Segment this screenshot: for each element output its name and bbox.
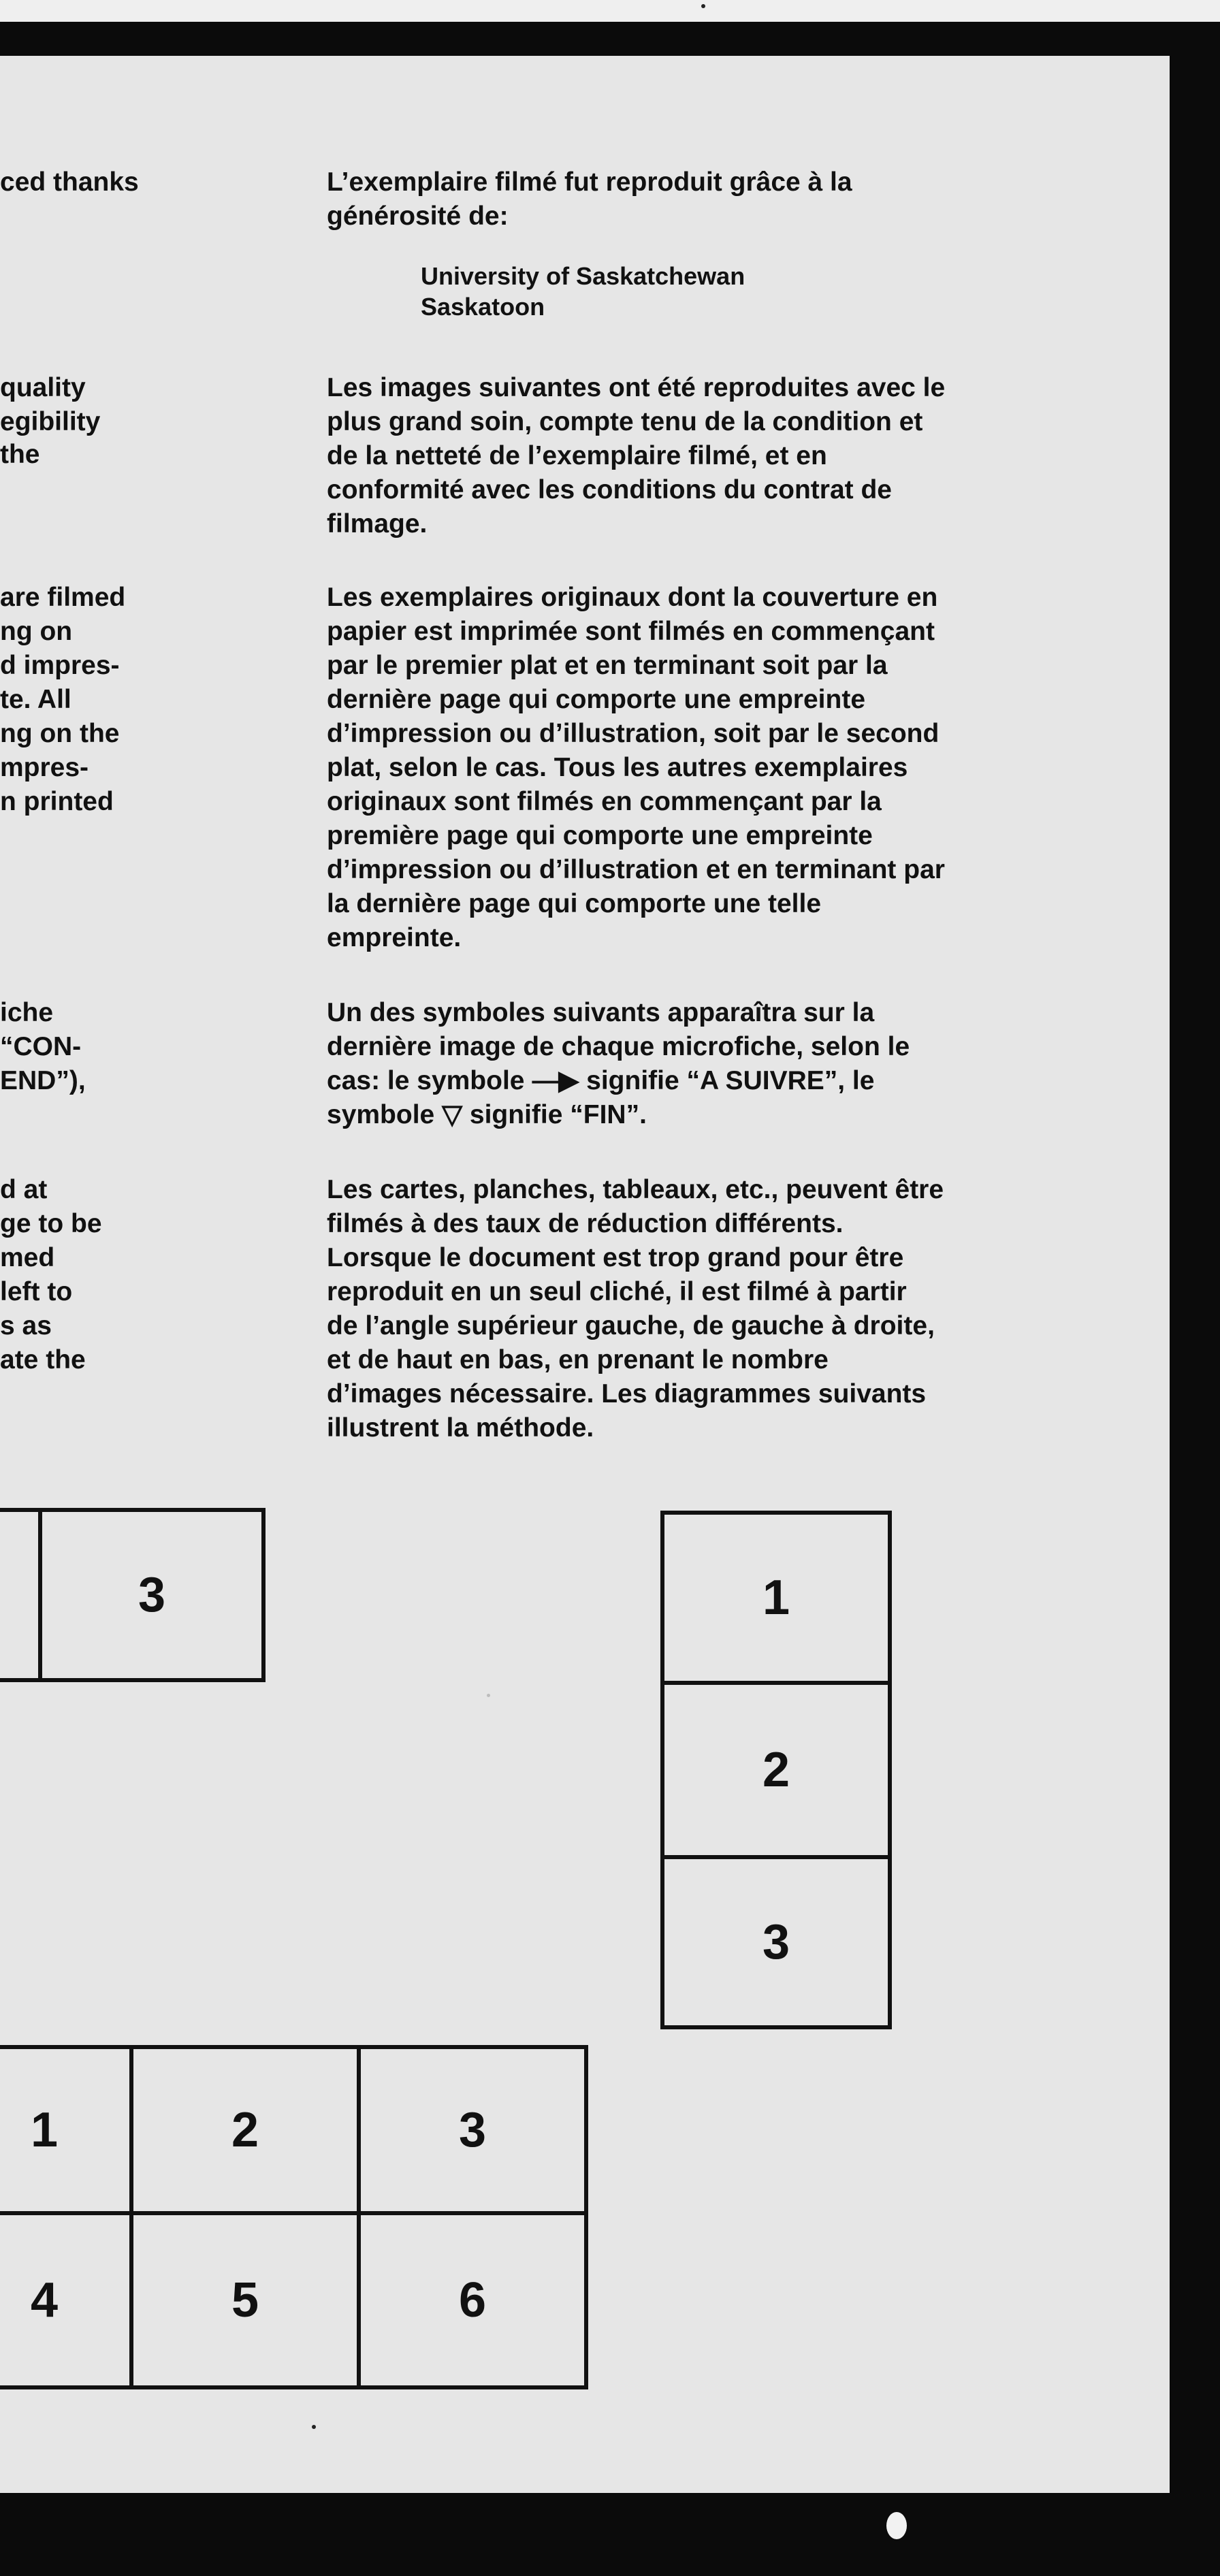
paragraph-line: Un des symboles suivants apparaîtra sur la	[327, 998, 875, 1027]
paragraph-line: dernière page qui comporte une empreinte	[327, 685, 866, 714]
left-fragment: med	[0, 1243, 55, 1272]
left-fragment: mpres-	[0, 753, 89, 782]
diagram-cell: 1	[0, 2045, 133, 2215]
left-fragment: END”),	[0, 1066, 86, 1095]
left-fragment: ng on	[0, 617, 73, 646]
institution-city: Saskatoon	[421, 293, 545, 321]
paragraph-line: empreinte.	[327, 923, 462, 952]
institution-name: University of Saskatchewan	[421, 262, 745, 290]
acknowledgement-line: générosité de:	[327, 202, 509, 231]
paragraph-line: symbole ▽ signifie “FIN”.	[327, 1100, 647, 1129]
left-fragment: te. All	[0, 685, 71, 714]
diagram-cell: 2	[129, 2045, 361, 2215]
paragraph-line: plus grand soin, compte tenu de la condition et	[327, 407, 923, 436]
diagram-cell: 3	[660, 1855, 892, 2029]
left-fragment: ate the	[0, 1345, 86, 1374]
diagram-cell: 2	[660, 1681, 892, 1859]
left-fragment: iche	[0, 998, 54, 1027]
left-fragment: d impres-	[0, 651, 120, 680]
left-fragment: “CON-	[0, 1032, 82, 1061]
scan-speck	[701, 4, 705, 8]
scan-speck	[886, 2512, 907, 2539]
scan-speck	[312, 2425, 316, 2429]
paragraph-line: filmés à des taux de réduction différents.	[327, 1209, 844, 1238]
left-fragment: ge to be	[0, 1209, 102, 1238]
paragraph-line: dernière image de chaque microfiche, selon le	[327, 1032, 910, 1061]
diagram-cell: 1	[660, 1511, 892, 1685]
left-fragment: n printed	[0, 787, 114, 816]
paragraph-line: et de haut en bas, en prenant le nombre	[327, 1345, 829, 1374]
paragraph-line: illustrent la méthode.	[327, 1413, 594, 1443]
paragraph-line: Les images suivantes ont été reproduites avec le	[327, 373, 946, 402]
paragraph-line: de la netteté de l’exemplaire filmé, et en	[327, 441, 827, 470]
diagram-cell: 3	[357, 2045, 588, 2215]
left-fragment: egibility	[0, 407, 101, 436]
diagram-cell: 3	[38, 1508, 266, 1682]
paragraph-line: Les cartes, planches, tableaux, etc., peuvent être	[327, 1175, 944, 1204]
paragraph-line: première page qui comporte une empreinte	[327, 821, 873, 850]
paragraph-line: d’images nécessaire. Les diagrammes suivants	[327, 1379, 927, 1408]
paragraph-line: Lorsque le document est trop grand pour être	[327, 1243, 904, 1272]
paragraph-line: cas: le symbole —▶ signifie “A SUIVRE”, le	[327, 1066, 875, 1095]
paragraph-line: Les exemplaires originaux dont la couverture en	[327, 583, 938, 612]
paragraph-line: reproduit en un seul cliché, il est filmé à partir	[327, 1277, 907, 1306]
paragraph-line: d’impression ou d’illustration, soit par le second	[327, 719, 940, 748]
scan-speck	[487, 1694, 490, 1697]
left-fragment: left to	[0, 1277, 73, 1306]
left-fragment: ng on the	[0, 719, 120, 748]
left-fragment: s as	[0, 1311, 52, 1340]
acknowledgement-line: L’exemplaire filmé fut reproduit grâce à la	[327, 167, 852, 197]
diagram-cell: 6	[357, 2211, 588, 2389]
left-fragment: ced thanks	[0, 167, 139, 197]
paragraph-line: par le premier plat et en terminant soit par la	[327, 651, 888, 680]
paragraph-line: originaux sont filmés en commençant par la	[327, 787, 882, 816]
paragraph-line: papier est imprimée sont filmés en commençant	[327, 617, 935, 646]
left-fragment: the	[0, 440, 40, 469]
paragraph-line: conformité avec les conditions du contrat de	[327, 475, 892, 504]
paragraph-line: plat, selon le cas. Tous les autres exemplaires	[327, 753, 908, 782]
diagram-cell: 5	[129, 2211, 361, 2389]
left-fragment: d at	[0, 1175, 48, 1204]
paragraph-line: d’impression ou d’illustration et en terminant par	[327, 855, 945, 884]
left-fragment: are filmed	[0, 583, 126, 612]
paragraph-line: filmage.	[327, 509, 428, 538]
left-fragment: quality	[0, 373, 86, 402]
paragraph-line: de l’angle supérieur gauche, de gauche à droite,	[327, 1311, 935, 1340]
diagram-cell: 4	[0, 2211, 133, 2389]
paragraph-line: la dernière page qui comporte une telle	[327, 889, 822, 918]
scan-top-margin	[0, 0, 1220, 22]
diagram-cell-cut	[0, 1508, 42, 1682]
